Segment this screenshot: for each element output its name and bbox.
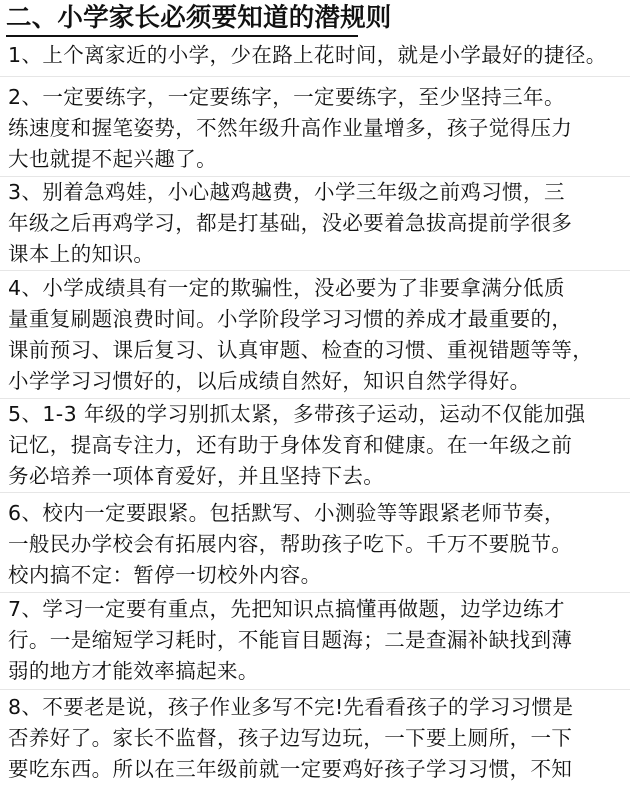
paragraph-line: 1、上个离家近的小学，少在路上花时间，就是小学最好的捷径。: [8, 43, 607, 67]
paragraph-line: 7、学习一定要有重点，先把知识点搞懂再做题，边学边练才: [8, 597, 565, 621]
paragraph-4: [8, 273, 626, 397]
paragraph-line: 练速度和握笔姿势，不然年级升高作业量增多，孩子觉得压力: [8, 116, 573, 140]
paragraph-line: 一般民办学校会有拓展内容，帮助孩子吃下。千万不要脱节。: [8, 532, 573, 556]
paragraph-line: 6、校内一定要跟紧。包括默写、小测验等等跟紧老师节奏，: [8, 501, 565, 525]
paragraph-line: 年级之后再鸡学习，都是打基础，没必要着急拔高提前学很多: [8, 211, 573, 235]
paragraph-line: 量重复刷题浪费时间。小学阶段学习习惯的养成才最重要的，: [8, 307, 573, 331]
paragraph-line: 4、小学成绩具有一定的欺骗性，没必要为了非要拿满分低质: [8, 276, 565, 300]
paragraph-divider: [0, 592, 630, 593]
paragraph-divider: [0, 270, 630, 271]
paragraph-3: [8, 177, 626, 270]
paragraph-line: 5、1-3 年级的学习别抓太紧，多带孩子运动，运动不仅能加强: [8, 402, 586, 426]
paragraph-line: 弱的地方才能效率搞起来。: [8, 659, 259, 683]
paragraph-line: 行。一是缩短学习耗时，不能盲目题海；二是查漏补缺找到薄: [8, 628, 573, 652]
title-underline: [6, 35, 358, 37]
paragraph-line: 要吃东西。所以在三年级前就一定要鸡好孩子学习习惯，不知: [8, 757, 573, 781]
paragraph-line: 2、一定要练字，一定要练字，一定要练字，至少坚持三年。: [8, 85, 565, 109]
paragraph-2: [8, 82, 626, 175]
paragraph-divider: [0, 492, 630, 493]
paragraph-7: [8, 594, 626, 687]
paragraph-line: 务必培养一项体育爱好，并且坚持下去。: [8, 464, 385, 488]
paragraph-6: [8, 498, 626, 591]
paragraph-8: [8, 692, 626, 785]
paragraph-line: 大也就提不起兴趣了。: [8, 147, 217, 171]
paragraph-5: [8, 399, 626, 492]
paragraph-line: 否养好了。家长不监督，孩子边写边玩，一下要上厕所，一下: [8, 726, 573, 750]
paragraph-divider: [0, 689, 630, 690]
paragraph-line: 3、别着急鸡娃，小心越鸡越费，小学三年级之前鸡习惯，三: [8, 180, 565, 204]
paragraph-divider: [0, 76, 630, 77]
paragraph-line: 小学学习习惯好的，以后成绩自然好，知识自然学得好。: [8, 369, 531, 393]
paragraph-line: 记忆，提高专注力，还有助于身体发育和健康。在一年级之前: [8, 433, 573, 457]
paragraph-line: 8、不要老是说，孩子作业多写不完!先看看孩子的学习习惯是: [8, 695, 574, 719]
paragraph-line: 课前预习、课后复习、认真审题、检查的习惯、重视错题等等，: [8, 338, 594, 362]
paragraph-1: [8, 40, 626, 71]
paragraph-line: 课本上的知识。: [8, 242, 155, 266]
section-title: 二、小学家长必须要知道的潜规则: [6, 3, 392, 33]
paragraph-line: 校内搞不定：暂停一切校外内容。: [8, 563, 322, 587]
